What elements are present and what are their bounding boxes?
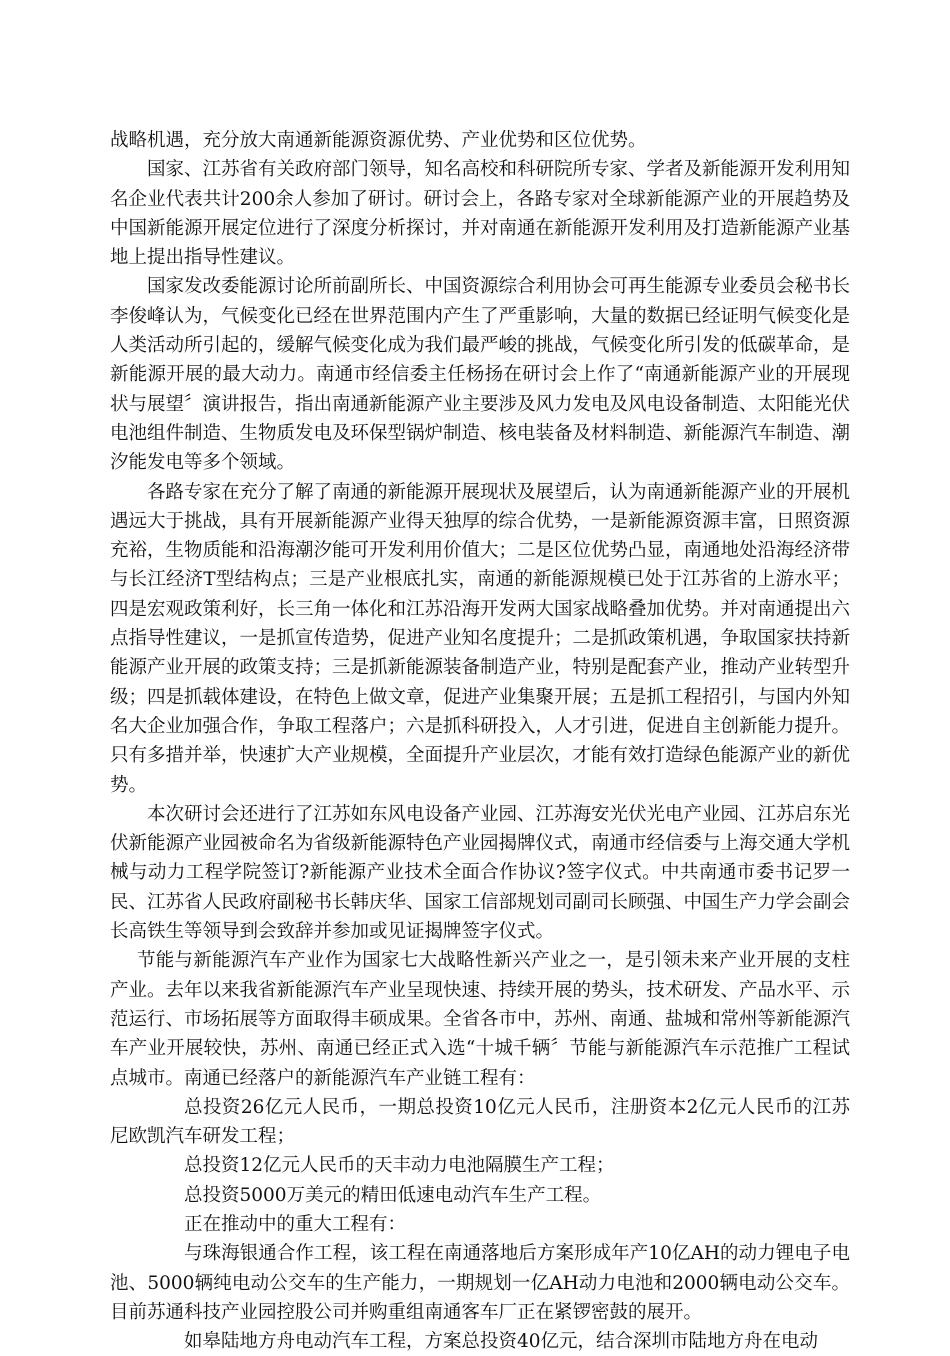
paragraph-9: 总投资5000万美元的精田低速电动汽车生产工程。 [184,1184,602,1206]
paragraph-10: 正在推动中的重大工程有： [184,1213,407,1235]
paragraph-12: 如皋陆地方舟电动汽车工程，方案总投资40亿元，结合深圳市陆地方舟在电动 [184,1331,819,1353]
paragraph-5: 本次研讨会还进行了江苏如东风电设备产业园、江苏海安光伏光电产业园、江苏启东光伏新能源产业园被命名为省级新能源特色产业园揭牌仪式，南通市经信委与上海交通大学机械与动力工程学院签订?新能源产业技术全面合作协议?签字仪式。中共南通市委书记罗一民、江苏省人民政府副秘书长韩庆华、国家工信部规划司副司长顾强、中国生产力学会副会长高铁生等领导到会致辞并参加或见证揭牌签字仪式。 [110,803,851,943]
paragraph-4: 各路专家在充分了解了南通的新能源开展现状及展望后，认为南通新能源产业的开展机遇远大于挑战，具有开展新能源产业得天独厚的综合优势，一是新能源资源丰富，日照资源充裕，生物质能和沿海潮汐能可开发利用价值大；二是区位优势凸显，南通地处沿海经济带与长江经济T型结构点；三是产业根底扎实，南通的新能源规模已处于江苏省的上游水平；四是宏观政策利好，长三角一体化和江苏沿海开发两大国家战略叠加优势。并对南通提出六点指导性建议，一是抓宣传造势，促进产业知名度提升；二是抓政策机遇，争取国家扶持新能源产业开展的政策支持；三是抓新能源装备制造产业，特别是配套产业，推动产业转型升级；四是抓载体建设，在特色上做文章，促进产业集聚开展；五是抓工程招引，与国内外知名大企业加强合作，争取工程落户；六是抓科研投入，人才引进，促进自主创新能力提升。只有多措并举，快速扩大产业规模，全面提升产业层次，才能有效打造绿色能源产业的新优势。 [110,481,851,796]
paragraph-2: 国家、江苏省有关政府部门领导，知名高校和科研院所专家、学者及新能源开发利用知名企业代表共计200余人参加了研讨。研讨会上，各路专家对全球新能源产业的开展趋势及中国新能源开展定位进行了深度分析探讨，并对南通在新能源开发利用及打造新能源产业基地上提出指导性建议。 [110,159,851,269]
paragraph-11: 与珠海银通合作工程，该工程在南通落地后方案形成年产10亿AH的动力锂电子电池、5000辆纯电动公交车的生产能力，一期规划一亿AH动力电池和2000辆电动公交车。目前苏通科技产业园控股公司并购重组南通客车厂正在紧锣密鼓的展开。 [110,1243,850,1323]
paragraph-7: 总投资26亿元人民币，一期总投资10亿元人民币，注册资本2亿元人民币的江苏尼欧凯汽车研发工程； [110,1096,850,1148]
paragraph-3: 国家发改委能源讨论所前副所长、中国资源综合利用协会可再生能源专业委员会秘书长李俊峰认为，气候变化已经在世界范围内产生了严重影响，大量的数据已经证明气候变化是人类活动所引起的，缓解气候变化成为我们最严峻的挑战，气候变化所引发的低碳革命，是新能源开展的最大动力。南通市经信委主任杨扬在研讨会上作了“南通新能源产业的开展现状与展望〞演讲报告，指出南通新能源产业主要涉及风力发电及风电设备制造、太阳能光伏电池组件制造、生物质发电及环保型锅炉制造、核电装备及材料制造、新能源汽车制造、潮汐能发电等多个领域。 [110,276,851,474]
paragraph-6: 节能与新能源汽车产业作为国家七大战略性新兴产业之一，是引领未来产业开展的支柱产业。去年以来我省新能源汽车产业呈现快速、持续开展的势头，技术研发、产品水平、示范运行、市场拓展等方面取得丰硕成果。全省各市中，苏州、南通、盐城和常州等新能源汽车产业开展较快，苏州、南通已经正式入选“十城千辆〞节能与新能源汽车示范推广工程试点城市。南通已经落户的新能源汽车产业链工程有： [110,950,851,1089]
paragraph-1: 战略机遇，充分放大南通新能源资源优势、产业优势和区位优势。 [110,130,647,151]
paragraph-8: 总投资12亿元人民币的天丰动力电池隔膜生产工程； [184,1155,615,1177]
document-body [110,126,850,1356]
